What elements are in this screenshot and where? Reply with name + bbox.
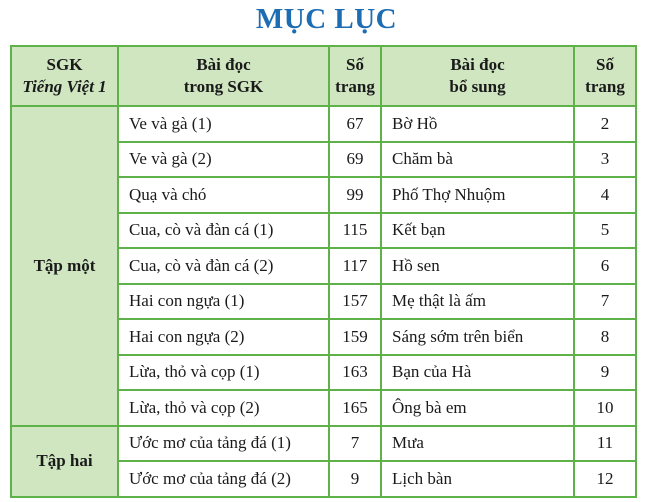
extra-page-cell: 3 [575,143,635,179]
extra-page-cell: 12 [575,462,635,496]
page-cell: 115 [330,214,382,250]
lesson-cell: Ve và gà (1) [119,107,330,143]
extra-cell: Sáng sớm trên biển [382,320,575,356]
extra-page-cell: 5 [575,214,635,250]
volume-2-cell: Tập hai [12,427,119,496]
lesson-cell: Ve và gà (2) [119,143,330,179]
header-extra-page [575,47,635,107]
page-cell: 117 [330,249,382,285]
extra-page-cell: 4 [575,178,635,214]
extra-cell: Mưa [382,427,575,463]
header-page-line2: trang [335,77,375,96]
page-cell: 99 [330,178,382,214]
header-page-line1: Số [346,55,364,74]
page-cell: 69 [330,143,382,179]
page-title: MỤC LỤC [255,3,398,35]
lesson-cell: Hai con ngựa (1) [119,285,330,321]
extra-cell: Ông bà em [382,391,575,427]
header-sgk [12,47,119,107]
lesson-cell: Lừa, thỏ và cọp (2) [119,391,330,427]
page-cell: 7 [330,427,382,463]
extra-page-cell: 11 [575,427,635,463]
header-extra-page-line2: trang [585,77,625,96]
extra-page-cell: 10 [575,391,635,427]
lesson-cell: Ước mơ của tảng đá (2) [119,462,330,496]
table-of-contents [10,45,637,498]
header-lesson-line1: Bài đọc [196,55,251,74]
header-page [330,47,382,107]
extra-page-cell: 8 [575,320,635,356]
table-row [12,427,635,463]
header-extra-line2: bổ sung [449,77,506,96]
header-row [12,47,635,107]
header-extra-line1: Bài đọc [450,55,505,74]
header-extra [382,47,575,107]
extra-cell: Lịch bàn [382,462,575,496]
lesson-cell: Ước mơ của tảng đá (1) [119,427,330,463]
extra-page-cell: 6 [575,249,635,285]
lesson-cell: Cua, cò và đàn cá (2) [119,249,330,285]
extra-page-cell: 2 [575,107,635,143]
header-sgk-line1: SGK [46,55,83,74]
extra-page-cell: 7 [575,285,635,321]
lesson-cell: Hai con ngựa (2) [119,320,330,356]
header-sgk-line2: Tiếng Việt 1 [22,77,107,96]
table-row [12,107,635,143]
header-extra-page-line1: Số [596,55,614,74]
page-cell: 163 [330,356,382,392]
extra-cell: Hồ sen [382,249,575,285]
extra-cell: Bạn của Hà [382,356,575,392]
lesson-cell: Lừa, thỏ và cọp (1) [119,356,330,392]
page-cell: 9 [330,462,382,496]
header-lesson-line2: trong SGK [183,77,264,96]
header-lesson [119,47,330,107]
extra-cell: Bờ Hồ [382,107,575,143]
page-cell: 165 [330,391,382,427]
page-cell: 67 [330,107,382,143]
page-cell: 159 [330,320,382,356]
page-cell: 157 [330,285,382,321]
lesson-cell: Cua, cò và đàn cá (1) [119,214,330,250]
extra-cell: Chăm bà [382,143,575,179]
extra-page-cell: 9 [575,356,635,392]
lesson-cell: Quạ và chó [119,178,330,214]
volume-1-cell: Tập một [12,107,119,427]
extra-cell: Phố Thợ Nhuộm [382,178,575,214]
extra-cell: Kết bạn [382,214,575,250]
extra-cell: Mẹ thật là ấm [382,285,575,321]
